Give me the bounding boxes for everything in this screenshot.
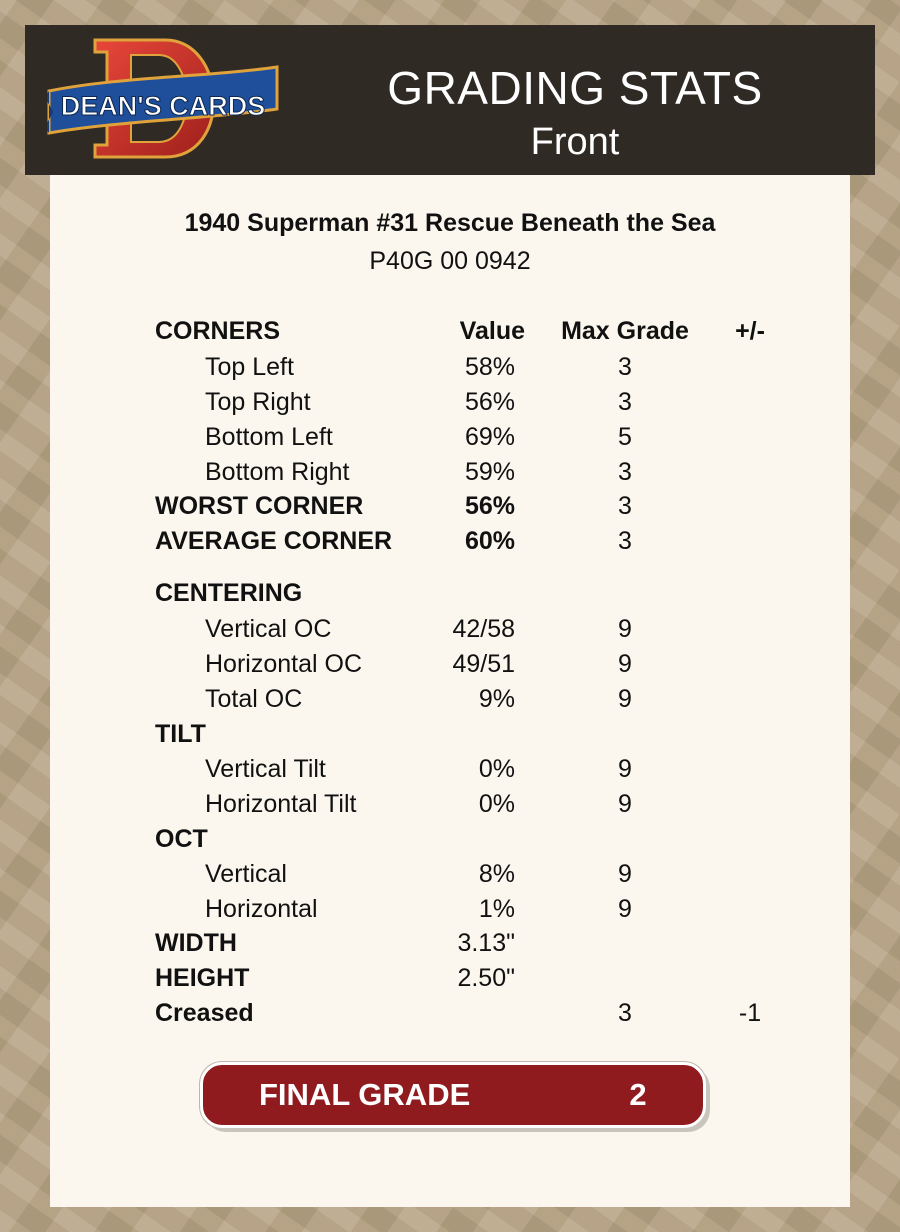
header-bar (25, 25, 875, 175)
table-row-total-oc (50, 683, 850, 715)
section-tilt: TILT (155, 720, 206, 748)
row-value: 0% (478, 755, 515, 783)
section-centering: CENTERING (155, 579, 303, 607)
table-row-top-left (50, 351, 850, 383)
page-subtitle: Front (530, 121, 620, 163)
row-label: WORST CORNER (155, 492, 364, 520)
row-max-grade: 3 (618, 388, 632, 416)
row-value: 69% (464, 423, 515, 451)
table-row-top-right (50, 386, 850, 418)
row-max-grade: 9 (618, 860, 632, 888)
row-max-grade: 3 (618, 999, 632, 1027)
row-value: 56% (464, 492, 515, 520)
table-row-average-corner (50, 525, 850, 557)
row-max-grade: 9 (618, 755, 632, 783)
row-label: Creased (155, 999, 254, 1027)
page-title: GRADING STATS (387, 62, 763, 114)
row-adjust: -1 (738, 999, 762, 1027)
row-label: Horizontal OC (205, 650, 362, 678)
row-max-grade: 3 (618, 527, 632, 555)
row-value: 0% (478, 790, 515, 818)
table-row-worst-corner (50, 490, 850, 522)
table-header-row (50, 315, 850, 347)
row-value: 1% (478, 895, 515, 923)
row-label: HEIGHT (155, 964, 250, 992)
row-max-grade: 9 (618, 790, 632, 818)
card-code: P40G 00 0942 (369, 247, 531, 275)
row-label: Bottom Left (205, 423, 333, 451)
table-row-height (50, 962, 850, 994)
row-max-grade: 9 (618, 895, 632, 923)
column-value-header: Value (459, 317, 525, 345)
final-grade-value: 2 (629, 1077, 647, 1112)
row-max-grade: 3 (618, 492, 632, 520)
row-label: Vertical OC (205, 615, 332, 643)
row-max-grade: 9 (618, 615, 632, 643)
section-oct: OCT (155, 825, 208, 853)
table-row-creased (50, 997, 850, 1029)
row-value: 42/58 (452, 615, 515, 643)
row-value: 56% (464, 388, 515, 416)
table-row-bottom-left (50, 421, 850, 453)
row-value: 9% (478, 685, 515, 713)
row-max-grade: 3 (618, 458, 632, 486)
table-row-width (50, 927, 850, 959)
table-row-horizontal-tilt (50, 788, 850, 820)
row-value: 49/51 (452, 650, 515, 678)
row-label: Total OC (205, 685, 303, 713)
final-grade-badge (200, 1062, 706, 1128)
section-corners: CORNERS (155, 317, 281, 345)
row-label: Vertical (205, 860, 287, 888)
row-value: 58% (464, 353, 515, 381)
logo-text: DEAN'S CARDS (60, 91, 266, 121)
table-row-bottom-right (50, 456, 850, 488)
column-adjust-header: +/- (735, 317, 765, 345)
row-value: 60% (464, 527, 515, 555)
table-row-vertical-tilt (50, 753, 850, 785)
row-max-grade: 9 (618, 685, 632, 713)
table-row-vertical-oc (50, 613, 850, 645)
row-max-grade: 5 (618, 423, 632, 451)
row-label: AVERAGE CORNER (155, 527, 393, 555)
row-label: Horizontal (205, 895, 318, 923)
grading-panel (50, 175, 850, 1207)
card-title: 1940 Superman #31 Rescue Beneath the Sea (184, 209, 716, 237)
table-row-tilt-header (50, 718, 850, 750)
column-max-grade-header: Max Grade (561, 317, 689, 345)
table-row-oct-header (50, 823, 850, 855)
row-label: Top Right (205, 388, 311, 416)
row-value: 2.50" (457, 964, 515, 992)
row-max-grade: 3 (618, 353, 632, 381)
row-value: 3.13" (457, 929, 515, 957)
table-row-horizontal-oc (50, 648, 850, 680)
table-row-oct-horizontal (50, 893, 850, 925)
row-label: Horizontal Tilt (205, 790, 357, 818)
row-max-grade: 9 (618, 650, 632, 678)
row-value: 8% (478, 860, 515, 888)
row-label: Top Left (205, 353, 294, 381)
row-label: Bottom Right (205, 458, 350, 486)
row-value: 59% (464, 458, 515, 486)
deans-cards-logo (47, 37, 287, 163)
row-label: Vertical Tilt (205, 755, 326, 783)
row-label: WIDTH (155, 929, 237, 957)
table-row-centering-header (50, 577, 850, 609)
table-row-oct-vertical (50, 858, 850, 890)
final-grade-label: FINAL GRADE (259, 1077, 471, 1112)
